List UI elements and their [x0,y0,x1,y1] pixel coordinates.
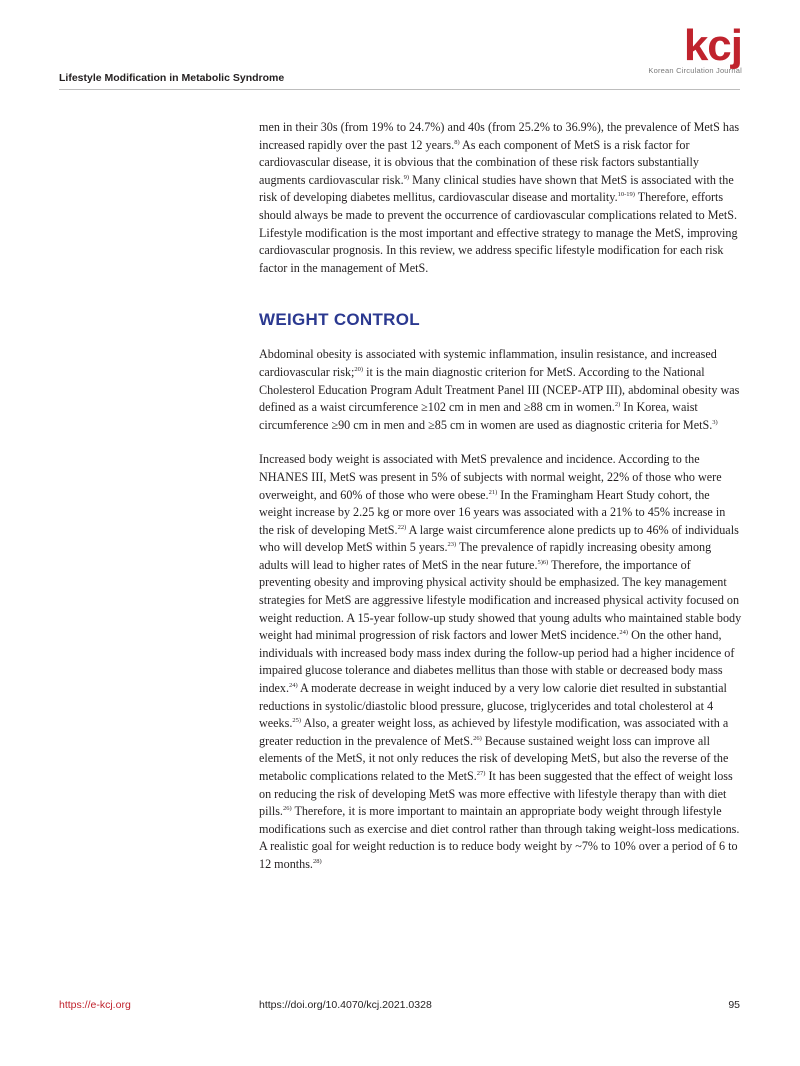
citation-ref: 26) [282,805,292,813]
citation-ref: 8) [454,138,460,146]
text-run: On the other hand, individuals with increased body mass index during the follow-up period had a higher incidence of impaired glucose tolerance and diabetes mellitus than those with stable or decreased body mass index. [259,628,735,696]
text-run: Increased body weight is associated with MetS prevalence and incidence. According to the NHANES III, MetS was present in 5% of subjects with normal weight, 22% of those who were overweight, and 60% of those who were obese. [259,452,722,502]
citation-ref: 23) [447,541,457,549]
citation-ref: 22) [397,523,407,531]
text-run: Also, a greater weight loss, as achieved by lifestyle modification, was associated with a greater reduction in the prevalence of MetS. [259,716,729,748]
paragraph-abdominal-obesity [259,346,743,434]
journal-name: Korean Circulation Journal [648,66,742,75]
text-run: Abdominal obesity is associated with systemic inflammation, insulin resistance, and increased cardiovascular risk; [259,347,717,379]
text-run: it is the main diagnostic criterion for MetS. According to the National Cholesterol Education Program Adult Treatment Panel III (NCEP-ATP III), abdominal obesity was defined as a waist circumference ≥102 cm in men and ≥88 cm in women. [259,364,740,415]
journal-site-link[interactable]: https://e-kcj.org [59,999,131,1011]
citation-ref: 21) [488,488,498,496]
text-run: The prevalence of rapidly increasing obesity among adults will lead to higher rates of MetS in the near future. [259,540,712,572]
text-run: As each component of MetS is a risk factor for cardiovascular disease, it is obvious that the combination of these risk factors substantially augments cardiovascular risk. [259,137,699,187]
text-run: Therefore, it is more important to maintain an appropriate body weight through lifestyle modifications such as exercise and diet control rather than through taking weight-loss medications. A realistic goal for weight reduction is to reduce body weight by ~7% to 10% over a period of 6 to 12 months. [259,804,740,871]
text-run: men in their 30s (from 19% to 24.7%) and 40s (from 25.2% to 36.9%), the prevalence of MetS has increased rapidly over the past 12 years. [259,120,740,152]
text-run: A large waist circumference alone predicts up to 46% of individuals who will develop MetS within 5 years. [259,522,739,555]
citation-ref: 24) [619,629,629,637]
citation-ref: 2) [614,401,621,409]
text-run: In the Framingham Heart Study cohort, the weight increase by 2.25 kg or more over 16 years was associated with a 21% to 45% increase in the risk of developing MetS. [259,487,726,537]
citation-ref: 3) [712,418,718,426]
paragraph-intro [259,119,743,277]
citation-ref: 10-19) [617,191,635,199]
doi-link[interactable]: https://doi.org/10.4070/kcj.2021.0328 [259,999,432,1011]
text-run: A moderate decrease in weight induced by a very low calorie diet resulted in substantial reductions in systolic/diastolic blood pressure, glucose, triglycerides and total cholesterol at 4 weeks. [259,681,727,731]
text-run: Many clinical studies have shown that MetS is associated with the risk of developing diabetes mellitus, cardiovascular disease and mortality. [259,172,734,205]
citation-ref: 20) [354,365,364,373]
citation-ref: 9) [403,173,410,181]
text-run: Therefore, efforts should always be made to prevent the occurrence of cardiovascular complications related to MetS. Lifestyle modification is the most important and effective strategy to manage the MetS, improving cardiovascular prognosis. In this review, we address specific lifestyle modification for each risk factor in the management of MetS. [259,190,738,275]
article-body [259,119,743,891]
text-run: Because sustained weight loss can improve all elements of the MetS, it not only reduces the risk of developing MetS, but also the reverse of the metabolic complications related to the MetS. [259,733,729,783]
journal-logo [648,21,742,75]
citation-ref: 25) [292,717,302,725]
logo-mark: kcj [683,21,742,70]
citation-ref: 5)6) [537,558,549,566]
citation-ref: 26) [473,734,482,742]
citation-ref: 24) [289,682,298,690]
paragraph-body-weight [259,451,743,873]
citation-ref: 28) [312,857,322,865]
header-divider [59,89,740,90]
citation-ref: 27) [476,770,486,777]
page-number: 95 [728,999,740,1011]
running-title: Lifestyle Modification in Metabolic Syndrome [59,72,285,84]
text-run: Therefore, the importance of preventing obesity and improving physical activity should be emphasized. The key management strategies for MetS are aggressive lifestyle modification and increased physical activity focused on weight reduction. A 15-year follow-up study showed that young adults who maintained stable body weight had minimal progression of risk factors and lower MetS incidence. [259,557,742,643]
text-run: It has been suggested that the effect of weight loss on reducing the risk of developing MetS was more effective with lifestyle therapy than with diet pills. [259,769,733,819]
section-heading: WEIGHT CONTROL [259,310,420,330]
text-run: In Korea, waist circumference ≥90 cm in men and ≥85 cm in women are used as diagnostic criteria for MetS. [259,400,713,432]
